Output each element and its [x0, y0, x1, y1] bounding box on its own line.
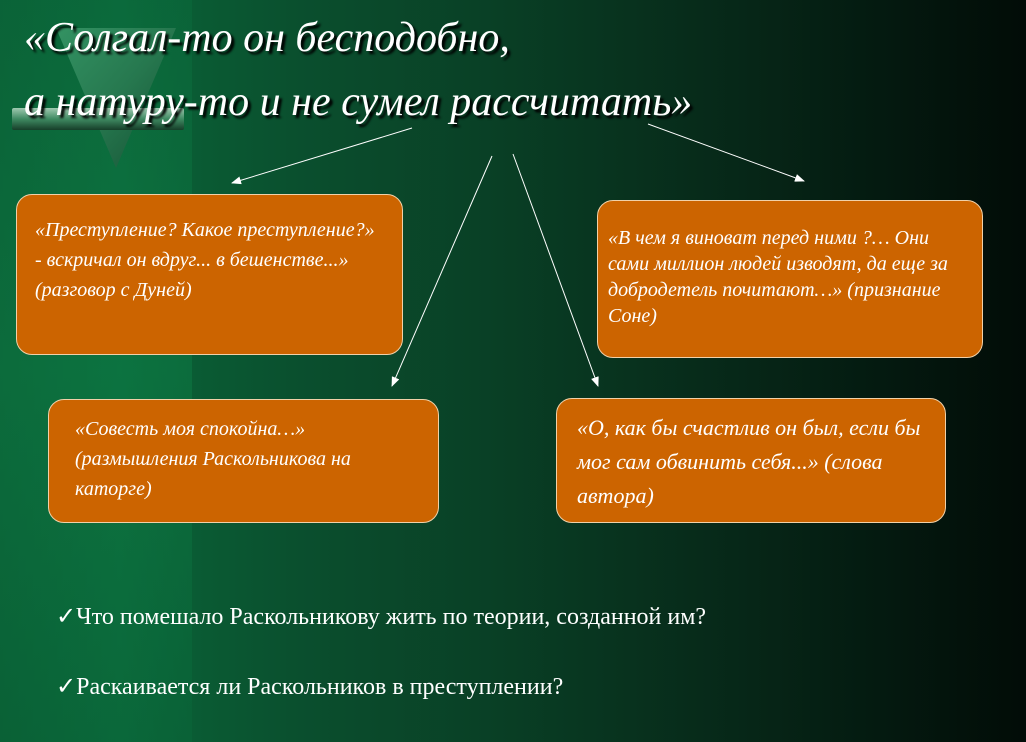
arrow-to-quote-4 [513, 154, 598, 386]
question-2: ✓Раскаивается ли Раскольников в преступлении? [56, 674, 564, 700]
quote-text-4: «О, как бы счастлив он был, если бы мог сам обвинить себя...» (слова автора) [577, 415, 921, 508]
title-line-2: а натуру-то и не сумел рассчитать» [24, 79, 693, 125]
quote-text-2: «В чем я виноват перед ними ?… Они сами миллион людей изводят, да еще за добродетель почитают…» (признание Соне) [608, 227, 948, 327]
quote-box-1 [16, 194, 403, 355]
quote-box-3 [48, 399, 439, 523]
question-1: ✓Что помешало Раскольникову жить по теории, созданной им? [56, 604, 707, 630]
arrow-to-quote-1 [232, 128, 412, 183]
arrow-to-quote-3 [392, 156, 492, 386]
title-line-1: «Солгал-то он бесподобно, [24, 15, 510, 61]
quote-text-3: «Совесть моя спокойна…» (размышления Раскольникова на каторге) [75, 418, 351, 500]
quote-box-4 [556, 398, 946, 523]
arrow-to-quote-2 [648, 124, 804, 181]
quote-box-2 [597, 200, 983, 358]
quote-text-1: «Преступление? Какое преступление?» - вскричал он вдруг... в бешенстве...» (разговор с Дуней) [35, 219, 375, 301]
